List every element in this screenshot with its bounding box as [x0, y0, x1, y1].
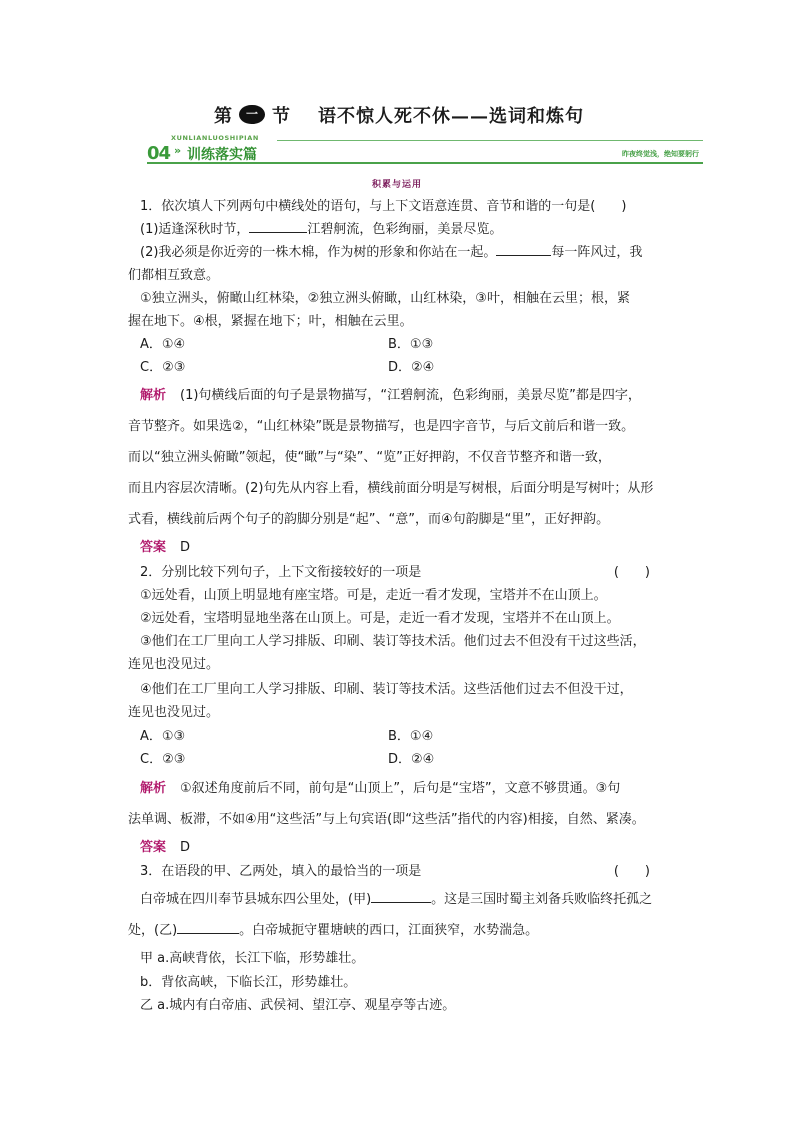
q3-answer-paren: ( ) [613, 864, 650, 879]
banner-label: 训练落实篇 [187, 147, 257, 163]
q3-passage-1 [140, 888, 660, 912]
q1-s2-part-a: (2)我必须是你近旁的一株木棉，作为树的形象和你站在一起。 [140, 245, 497, 260]
q2-line-1: ①远处看，山顶上明显地有座宝塔。可是，走近一看才发现，宝塔并不在山顶上。 [140, 588, 607, 603]
q1-solution-1 [140, 384, 660, 408]
q2-line-6: 连见也没见过。 [128, 705, 220, 720]
section-number-badge [239, 105, 265, 124]
q1-options-text-2: 握在地下。④根，紧握在地下；叶，相触在云里。 [128, 314, 413, 329]
blank-line [249, 220, 307, 233]
q1-solution-2: 音节整齐。如果选②，“山红林染”既是景物描写，也是四字音节，与后文前后和谐一致。 [128, 419, 635, 434]
q1-solution-3: 而以“独立洲头俯瞰”领起，使“瞰”与“染”、“览”正好押韵，不仅音节整齐和谐一致， [128, 450, 611, 465]
q1-answer-value: D [180, 540, 191, 555]
q2-answer [140, 836, 660, 860]
q1-choice-c: C．②③ [140, 360, 186, 375]
q1-s1-part-b: 江碧舸流，色彩绚丽，美景尽览。 [307, 222, 503, 237]
q1-solution-5: 式看，横线前后两个句子的韵脚分别是“起”、“意”，而④句韵脚是“里”，正好押韵。 [128, 512, 610, 527]
title-suffix: 节 [272, 106, 290, 127]
q2-answer-paren: ( ) [613, 565, 650, 580]
section-title [0, 101, 794, 127]
q2-solution-1 [140, 777, 660, 801]
blank-line [371, 890, 431, 903]
q3-p2-part-b: 。白帝城扼守瞿塘峡的西口，江面狭窄，水势湍急。 [239, 923, 539, 938]
q2-stem [140, 561, 660, 585]
q1-sentence-2-cont: 们都相互致意。 [128, 268, 220, 283]
q3-p1-part-a: 白帝城在四川奉节县城东四公里处，(甲) [140, 892, 372, 907]
q1-choice-a: A．①④ [140, 337, 186, 352]
banner-motto: 昨夜终觉浅，绝知要躬行 [622, 150, 699, 158]
q1-sentence-2 [140, 241, 660, 265]
section-banner [147, 134, 703, 166]
q3-yi-option-a: 乙 a.城内有白帝庙、武侯祠、望江亭、观星亭等古迹。 [140, 998, 456, 1013]
q1-options-text-1: ①独立洲头，俯瞰山红林染，②独立洲头俯瞰，山红林染，③叶，相触在云里；根，紧 [140, 291, 630, 306]
banner-number: 04 [147, 143, 171, 164]
q1-sentence-1 [140, 218, 660, 242]
q1-choices-row-1 [140, 333, 660, 357]
q1-solution-4: 而且内容层次清晰。(2)句先从内容上看，横线前面分明是写树根，后面分明是写树叶；从形 [128, 481, 654, 496]
solution-tag: 解析 [140, 781, 167, 796]
q2-choice-c: C．②③ [140, 752, 186, 767]
blank-line [496, 243, 551, 256]
q3-p1-part-b: 。这是三国时蜀主刘备兵败临终托孤之 [431, 892, 653, 907]
q1-choice-b: B．①③ [388, 337, 434, 352]
chevron-right-icon: » [174, 144, 182, 157]
q3-p2-part-a: 处，(乙) [128, 923, 178, 938]
q1-sol-text-1: (1)句横线后面的句子是景物描写，“江碧舸流，色彩绚丽，美景尽览”都是四字， [180, 388, 641, 403]
q2-solution-2: 法单调、板滞，不如④用“这些活”与上句宾语(即“这些活”指代的内容)相接，自然、紧凑。 [128, 812, 645, 827]
title-main: 语不惊人死不休——选词和炼句 [318, 106, 584, 127]
title-prefix: 第 [214, 106, 232, 127]
q2-line-4: 连见也没见过。 [128, 657, 220, 672]
banner-pinyin: XUNLIANLUOSHIPIAN [171, 134, 259, 142]
q3-stem [140, 860, 660, 884]
q3-passage-2 [128, 919, 648, 943]
q1-choice-d: D．②④ [388, 360, 435, 375]
q3-stem-text: 3．在语段的甲、乙两处，填入的最恰当的一项是 [140, 864, 422, 879]
section-number: 一 [245, 107, 258, 121]
q2-sol-text-1: ①叙述角度前后不同，前句是“山顶上”，后句是“宝塔”，文意不够贯通。③句 [180, 781, 621, 796]
q2-answer-value: D [180, 840, 191, 855]
q2-choice-d: D．②④ [388, 752, 435, 767]
q1-stem: 1．依次填人下列两句中横线处的语句，与上下文语意连贯、音节和谐的一句是( ) [140, 199, 627, 214]
q1-s1-part-a: (1)适逢深秋时节， [140, 222, 250, 237]
solution-tag: 解析 [140, 388, 167, 403]
blank-line [177, 921, 239, 934]
answer-tag: 答案 [140, 840, 167, 855]
q1-s2-part-b: 每一阵风过，我 [551, 245, 643, 260]
banner-top-rule [277, 140, 703, 141]
q2-choices-row-2 [140, 748, 660, 772]
q3-jia-option-a: 甲 a.高峡背依，长江下临，形势雄壮。 [140, 951, 365, 966]
q1-choices-row-2 [140, 356, 660, 380]
q3-jia-option-b: b．背依高峡，下临长江，形势雄壮。 [140, 975, 357, 990]
q2-line-2: ②远处看，宝塔明显地坐落在山顶上。可是，走近一看才发现，宝塔并不在山顶上。 [140, 611, 620, 626]
q2-line-5: ④他们在工厂里向工人学习排版、印刷、装订等技术活。这些活他们过去不但没干过， [140, 682, 633, 697]
q2-line-3: ③他们在工厂里向工人学习排版、印刷、装订等技术活。他们过去不但没有干过这些活， [140, 634, 646, 649]
q2-choices-row-1 [140, 725, 660, 749]
q2-stem-text: 2．分别比较下列句子，上下文衔接较好的一项是 [140, 565, 422, 580]
answer-tag: 答案 [140, 540, 167, 555]
q2-choice-b: B．①④ [388, 729, 434, 744]
subsection-heading: 积累与运用 [371, 180, 422, 190]
q2-choice-a: A．①③ [140, 729, 186, 744]
q1-answer [140, 536, 660, 560]
banner-bottom-rule [147, 162, 703, 164]
